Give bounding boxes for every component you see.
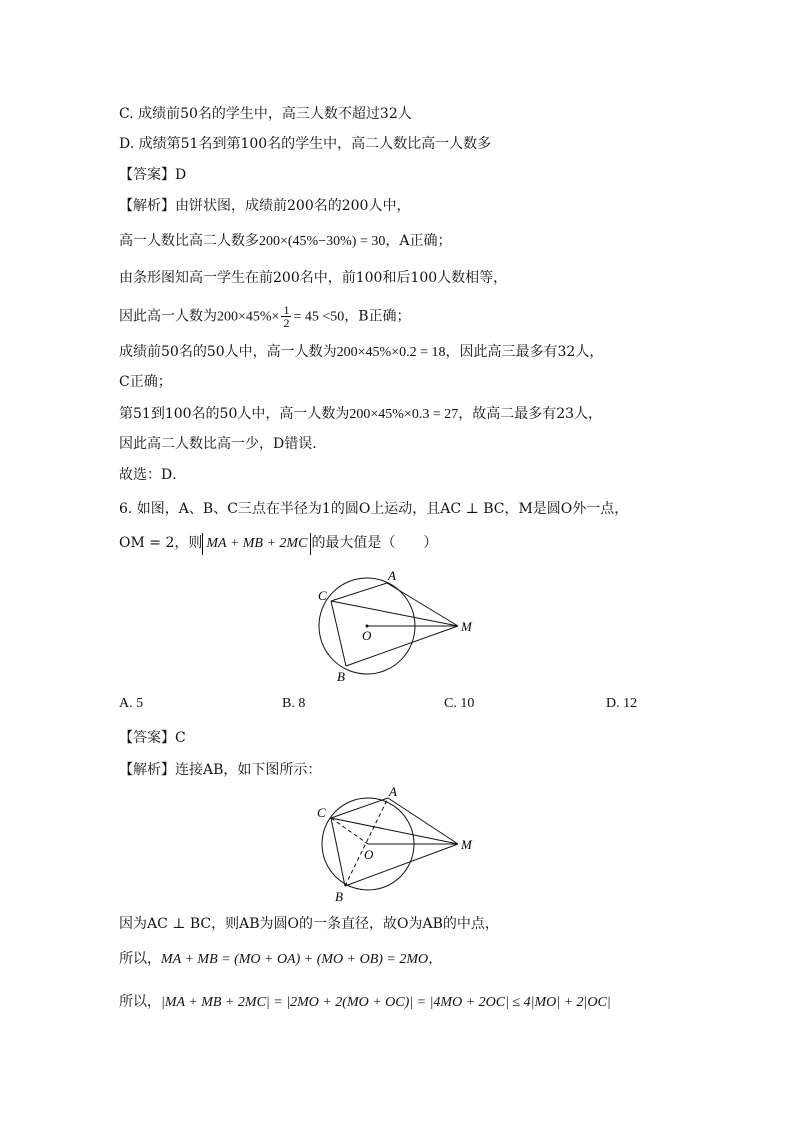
text-segment: 所以， xyxy=(119,951,161,967)
segment-bm-2 xyxy=(345,844,458,886)
text-segment: 因此高一人数为 xyxy=(119,308,217,325)
explanation-line-2: 由条形图知高一学生在前200名中，前100和后100人数相等， xyxy=(119,270,508,286)
text-segment: 的最大值是（ ） xyxy=(311,535,438,551)
option-c: C. 10 xyxy=(444,696,475,711)
segment-cb-2 xyxy=(331,818,345,886)
label-a-2: A xyxy=(389,784,397,799)
text-segment: OM = 2，则 xyxy=(119,535,203,551)
option-a: A. 5 xyxy=(119,696,144,711)
option-d-statement: D. 成绩第51名到第100名的学生中，高二人数比高一人数多 xyxy=(119,136,492,152)
text-segment: 所以， xyxy=(119,994,161,1010)
option-d: D. 12 xyxy=(606,696,638,711)
math-expression: 200×45%×0.3 = 27 xyxy=(349,407,459,422)
label-c: C xyxy=(318,588,327,603)
option-b: B. 8 xyxy=(282,696,306,711)
label-o: O xyxy=(362,628,372,643)
explanation-2-intro: 【解析】连接AB，如下图所示： xyxy=(119,762,322,778)
explanation-line-8: 故选：D． xyxy=(119,467,187,483)
fraction-numerator: 1 xyxy=(283,303,290,317)
fraction-denominator: 2 xyxy=(283,316,290,330)
text-segment: 第51到100名的50人中，高一人数为 xyxy=(119,406,350,422)
vector-inequality: |MA + MB + 2MC| = |2MO + 2(MO + OC)| = |4MO + 2OC| ≤ 4|MO| + 2|OC| xyxy=(161,995,611,1010)
text-segment: 高一人数比高二人数多 xyxy=(119,233,259,249)
explanation-1-intro: 【解析】由饼状图，成绩前200名的200人中， xyxy=(119,198,411,214)
text-segment: ，B正确； xyxy=(344,308,411,325)
label-m: M xyxy=(461,619,472,634)
explanation-line-11 xyxy=(119,992,611,1013)
vector-equation: MA + MB = (MO + OA) + (MO + OB) = 2MO， xyxy=(161,952,443,967)
answer-label-1: 【答案】D xyxy=(119,167,187,183)
text-segment: ，A正确； xyxy=(385,233,452,249)
label-b: B xyxy=(337,669,345,684)
math-expression: 200×(45%−30%) = 30 xyxy=(259,234,386,249)
answer-label-2: 【答案】C xyxy=(119,730,186,746)
explanation-line-7: 因此高二人数比高一少，D错误． xyxy=(119,436,327,452)
math-expression: = 45 <50 xyxy=(293,309,345,325)
explanation-line-5: C正确； xyxy=(119,374,172,390)
text-segment: 成绩前50名的50人中，高一人数为 xyxy=(119,344,337,360)
vector-magnitude-expression: MA + MB + 2MC xyxy=(202,533,311,555)
label-o-2: O xyxy=(364,847,374,862)
label-c-2: C xyxy=(317,805,326,820)
label-a: A xyxy=(388,568,396,583)
text-segment: ，故高二最多有23人， xyxy=(458,406,603,422)
explanation-line-10 xyxy=(119,949,442,970)
explanation-line-9: 因为AC ⊥ BC，则AB为圆O的一条直径，故O为AB的中点， xyxy=(119,916,499,932)
question-6-line-1: 6. 如图，A、B、C三点在半径为1的圆O上运动，且AC ⊥ BC，M是圆O外一点， xyxy=(119,501,629,517)
label-m-2: M xyxy=(461,837,472,852)
math-expression: 200×45%× xyxy=(217,309,280,325)
option-c-statement: C. 成绩前50名的学生中，高三人数不超过32人 xyxy=(119,106,412,122)
math-expression: 200×45%×0.2 = 18 xyxy=(336,345,446,360)
label-b-2: B xyxy=(335,889,343,904)
text-segment: ，因此高三最多有32人， xyxy=(445,344,604,360)
